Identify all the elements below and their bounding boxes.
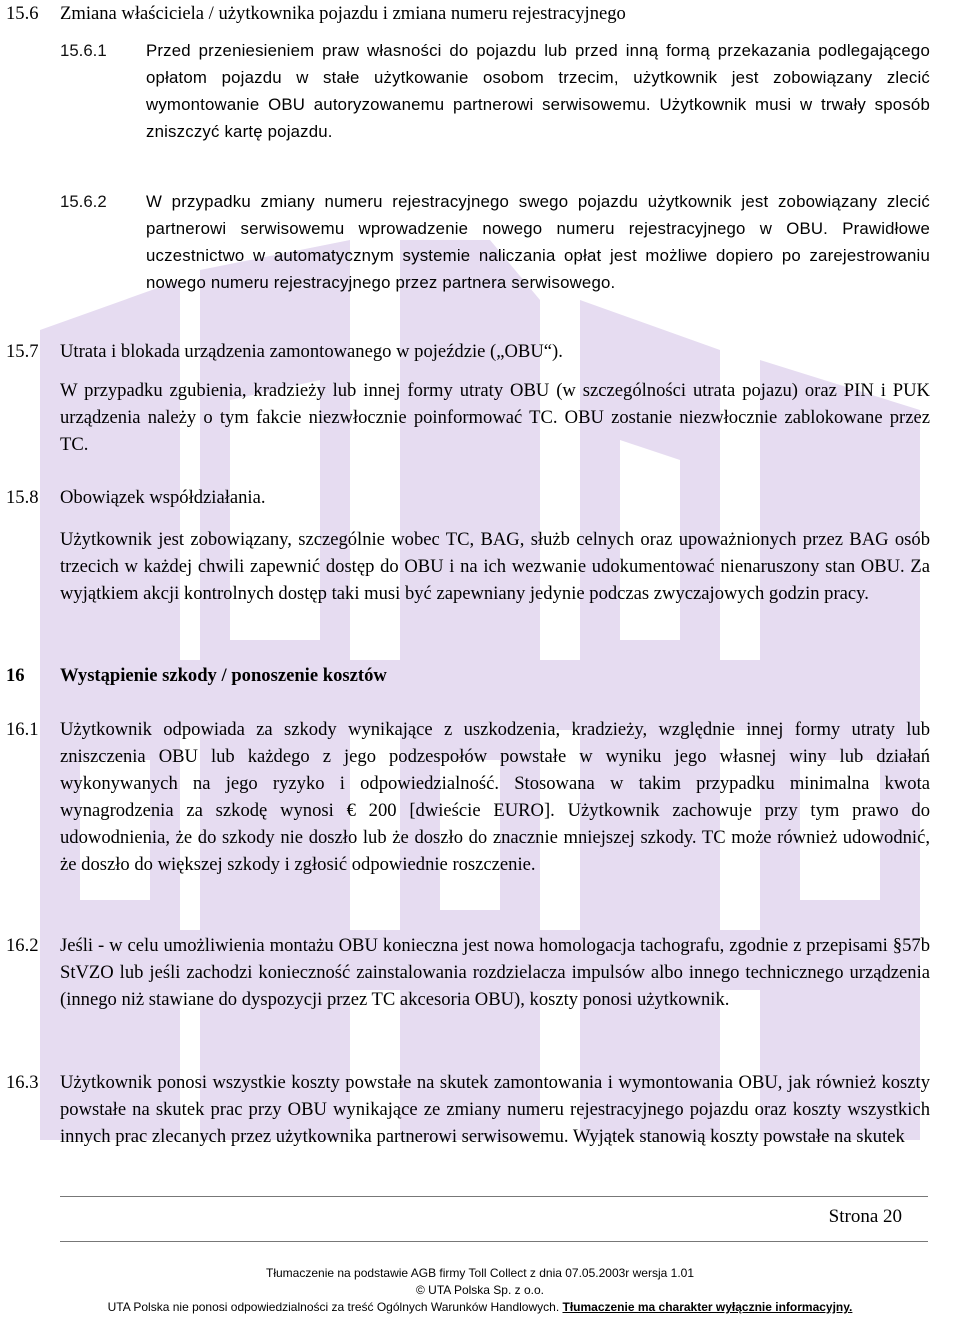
section-number: 15.7 xyxy=(6,341,39,362)
section-number: 16.1 xyxy=(6,719,39,740)
section-number: 15.6 xyxy=(6,3,39,24)
section-number: 16.3 xyxy=(6,1072,39,1093)
subsection-number: 15.6.2 xyxy=(60,192,107,211)
footer-translation-note: Tłumaczenie ma charakter wyłącznie informacyjny. xyxy=(562,1300,853,1314)
section-title: Zmiana właściciela / użytkownika pojazdu i zmiana numeru rejestracyjnego xyxy=(60,3,626,24)
section-text: Jeśli - w celu umożliwienia montażu OBU konieczna jest nowa homologacja tachografu, zgodnie z przepisami §57b StVZO lub jeśli zachodzi konieczność zainstalowania rozdzielacza impulsów albo innego technicznego urządzenia (innego niż stawiane do dyspozycji przez TC akcesoria OBU), koszty ponosi użytkownik. xyxy=(60,935,930,1010)
section-number: 16.2 xyxy=(6,935,39,956)
footer-disclaimer: UTA Polska nie ponosi odpowiedzialności za treść Ogólnych Warunków Handlowych. xyxy=(107,1300,563,1314)
section-text: Użytkownik jest zobowiązany, szczególnie wobec TC, BAG, służb celnych oraz upoważnionych przez BAG osób trzecich w każdej chwili zapewnić dostęp do OBU i na ich wezwanie udokumentować nienaruszony stan OBU. Za wyjątkiem akcji kontrolnych dostęp taki musi być zapewniany jedynie podczas zwyczajowych godzin pracy. xyxy=(60,529,930,604)
subsection-number: 15.6.1 xyxy=(60,41,107,60)
page-number: Strona 20 xyxy=(828,1206,902,1227)
section-number: 15.8 xyxy=(6,487,39,508)
section-text: W przypadku zgubienia, kradzieży lub innej formy utraty OBU (w szczególności utrata pojazu) oraz PIN i PUK urządzenia należy o tym fakcie niezwłocznie poinformować TC. OBU zostanie niezwłocznie zablokowane przez TC. xyxy=(60,380,930,455)
section-title: Obowiązek współdziałania. xyxy=(60,487,266,508)
footer-line-3 xyxy=(0,1299,960,1315)
section-text: Użytkownik odpowiada za szkody wynikające z uszkodzenia, kradzieży, względnie innej formy utraty lub zniszczenia OBU lub każdego z jego podzespołów powstałe w wyniku jego własnej winy lub działań wykonywanych na jego ryzyko i odpowiedzialność. Stosowana w takim przypadku minimalna kwota wynagrodzenia za szkodę wynosi € 200 [dwieście EURO]. Użytkownik zachowuje przy tym prawo do udowodnienia, że do szkody nie doszło lub że doszło do znacznie mniejszej szkody. TC może również udowodnić, że doszło do większej szkody i zgłosić odpowiednie roszczenie. xyxy=(60,719,930,875)
subsection-text: W przypadku zmiany numeru rejestracyjnego swego pojazdu użytkownik jest zobowiązany zlecić partnerowi serwisowemu wprowadzenie nowego numeru rejestracyjnego w OBU. Prawidłowe uczestnictwo w automatycznym systemie naliczania opłat jest możliwe dopiero po zarejestrowaniu nowego numeru rejestracyjnego przez partnera serwisowego. xyxy=(146,192,930,292)
section-number: 16 xyxy=(6,665,25,686)
footer-rule-top xyxy=(60,1196,928,1197)
section-title: Utrata i blokada urządzenia zamontowanego w pojeździe („OBU“). xyxy=(60,341,563,362)
footer-line-2: © UTA Polska Sp. z o.o. xyxy=(415,1283,544,1297)
section-title: Wystąpienie szkody / ponoszenie kosztów xyxy=(60,665,387,686)
section-text: Użytkownik ponosi wszystkie koszty powstałe na skutek zamontowania i wymontowania OBU, jak również koszty powstałe na skutek prac przy OBU wynikające ze zmiany numeru rejestracyjnego pojazdu oraz koszty wszystkich innych prac zlecanych przez użytkownika partnerowi serwisowemu. Wyjątek stanowią koszty powstałe na skutek xyxy=(60,1072,930,1147)
subsection-text: Przed przeniesieniem praw własności do pojazdu lub przed inną formą przekazania podlegającego opłatom pojazdu w stałe użytkowanie osobom trzecim, użytkownik jest zobowiązany zlecić wymontowanie OBU autoryzowanemu partnerowi serwisowemu. Użytkownik musi w trwały sposób zniszczyć kartę pojazdu. xyxy=(146,41,930,141)
footer-line-1: Tłumaczenie na podstawie AGB firmy Toll Collect z dnia 07.05.2003r wersja 1.01 xyxy=(266,1266,694,1280)
footer-rule-bottom xyxy=(60,1241,928,1242)
